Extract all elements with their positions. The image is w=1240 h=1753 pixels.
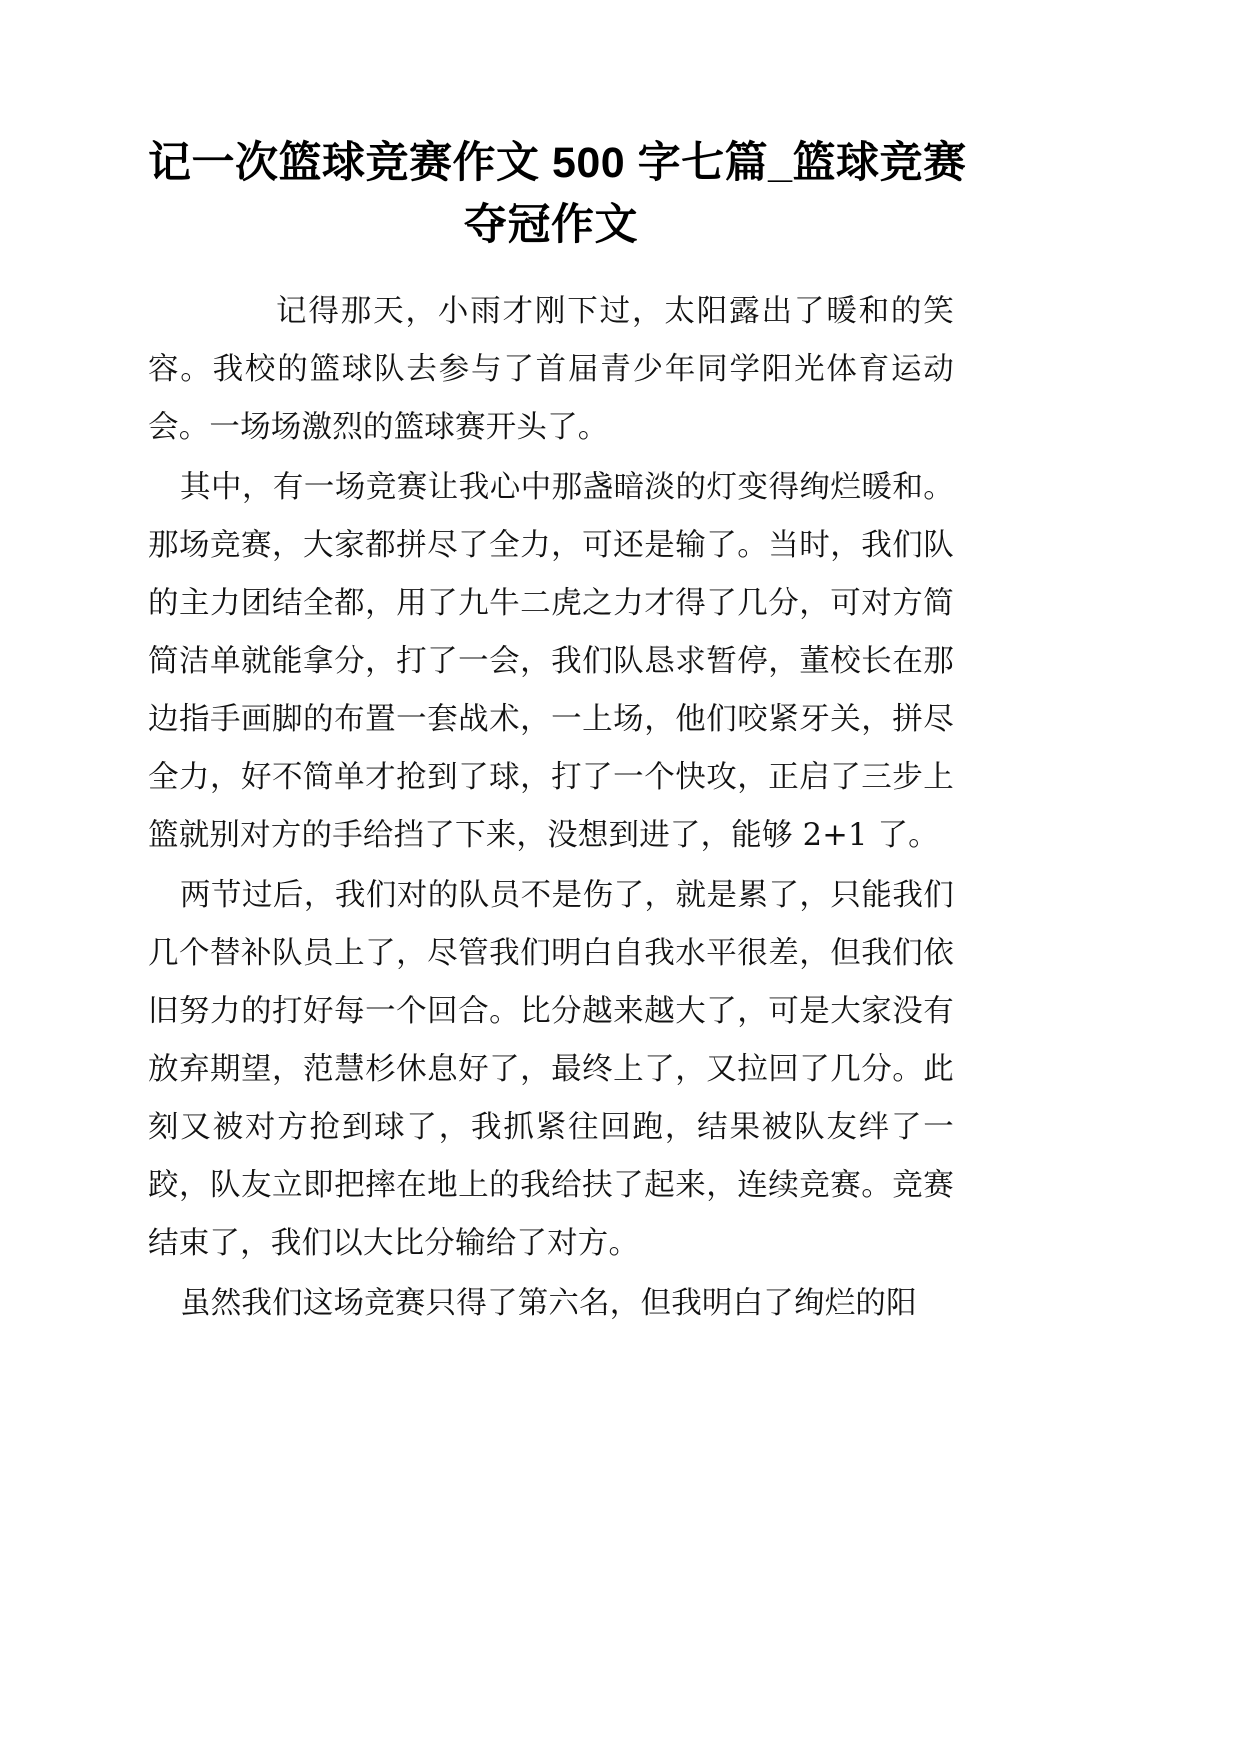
paragraph-3: 两节过后，我们对的队员不是伤了，就是累了，只能我们几个替补队员上了，尽管我们明白自我水平很差，但我们依旧努力的打好每一个回合。比分越来越大了，可是大家没有放弃期望，范慧杉休息好了，最终上了，又拉回了几分。此刻又被对方抢到球了，我抓紧往回跑，结果被队友绊了一跤，队友立即把摔在地上的我给扶了起来，连续竞赛。竞赛结束了，我们以大比分输给了对方。 (148, 877, 954, 1261)
document-content (148, 132, 967, 1335)
page-title-line-1: 记一次篮球竞赛作文 500 字七篇_篮球竞赛 (148, 139, 967, 187)
paragraph-4: 虽然我们这场竞赛只得了第六名，但我明白了绚烂的阳 (180, 1285, 917, 1321)
paragraph-1: 记得那天，小雨才刚下过，太阳露出了暖和的笑容。我校的篮球队去参与了首届青少年同学阳光体育运动会。一场场激烈的篮球赛开头了。 (148, 293, 954, 445)
document-body (148, 283, 954, 1333)
paragraph-2: 其中，有一场竞赛让我心中那盏暗淡的灯变得绚烂暖和。那场竞赛，大家都拼尽了全力，可还是输了。当时，我们队的主力团结全都，用了九牛二虎之力才得了几分，可对方简简洁单就能拿分，打了一会，我们队恳求暂停，董校长在那边指手画脚的布置一套战术，一上场，他们咬紧牙关，拼尽全力，好不简单才抢到了球，打了一个快攻，正启了三步上篮就别对方的手给挡了下来，没想到进了，能够 2+1 了。 (148, 469, 954, 853)
page-title-line-2: 夺冠作文 (464, 201, 638, 250)
page-title (148, 132, 967, 257)
